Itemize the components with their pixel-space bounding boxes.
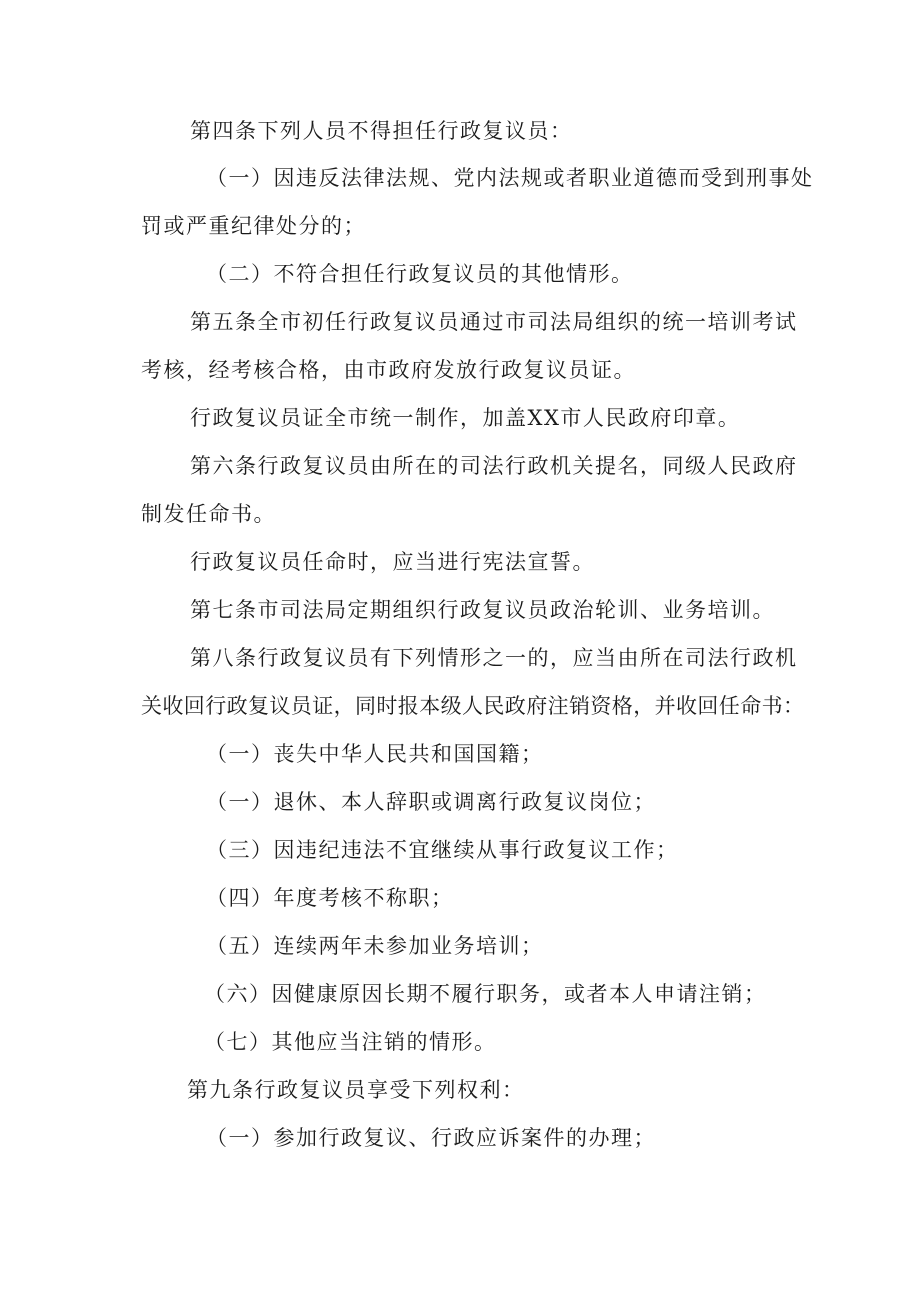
article-8-item-4: （四）年度考核不称职； [206, 886, 454, 910]
article-8-item-5: （五）连续两年未参加业务培训； [206, 934, 544, 958]
article-4-item-1-cont: 罚或严重纪律处分的； [141, 214, 366, 238]
article-5-paragraph-2: 行政复议员证全市统一制作，加盖XX市人民政府印章。 [190, 406, 741, 430]
article-6-paragraph-2: 行政复议员任命时，应当进行宪法宣誓。 [190, 550, 595, 574]
article-8-item-3: （三）因违纪违法不宜继续从事行政复议工作； [206, 838, 679, 862]
article-8-item-1: （一）丧失中华人民共和国国籍； [206, 742, 544, 766]
article-6-cont: 制发任命书。 [141, 502, 276, 526]
article-7-heading: 第七条市司法局定期组织行政复议员政治轮训、业务培训。 [190, 598, 775, 622]
article-4-item-2: （二）不符合担任行政复议员的其他情形。 [206, 262, 634, 286]
article-9-heading: 第九条行政复议员享受下列权利： [187, 1078, 525, 1102]
article-8-item-7: （七）其他应当注销的情形。 [204, 1030, 497, 1054]
article-5-heading: 第五条全市初任行政复议员通过市司法局组织的统一培训考试 [190, 310, 798, 334]
article-5-cont: 考核，经考核合格，由市政府发放行政复议员证。 [141, 358, 636, 382]
article-4-item-1: （一）因违反法律法规、党内法规或者职业道德而受到刑事处 [206, 166, 814, 190]
article-8-heading: 第八条行政复议员有下列情形之一的，应当由所在司法行政机 [190, 646, 798, 670]
article-9-item-1: （一）参加行政复议、行政应诉案件的办理； [206, 1126, 656, 1150]
article-8-cont: 关收回行政复议员证，同时报本级人民政府注销资格，并收回任命书： [141, 694, 805, 718]
article-8-item-2: （一）退休、本人辞职或调离行政复议岗位； [206, 790, 656, 814]
article-6-heading: 第六条行政复议员由所在的司法行政机关提名，同级人民政府 [190, 454, 798, 478]
article-4-heading: 第四条下列人员不得担任行政复议员： [190, 119, 573, 143]
article-8-item-6: （六）因健康原因长期不履行职务，或者本人申请注销； [204, 982, 767, 1006]
